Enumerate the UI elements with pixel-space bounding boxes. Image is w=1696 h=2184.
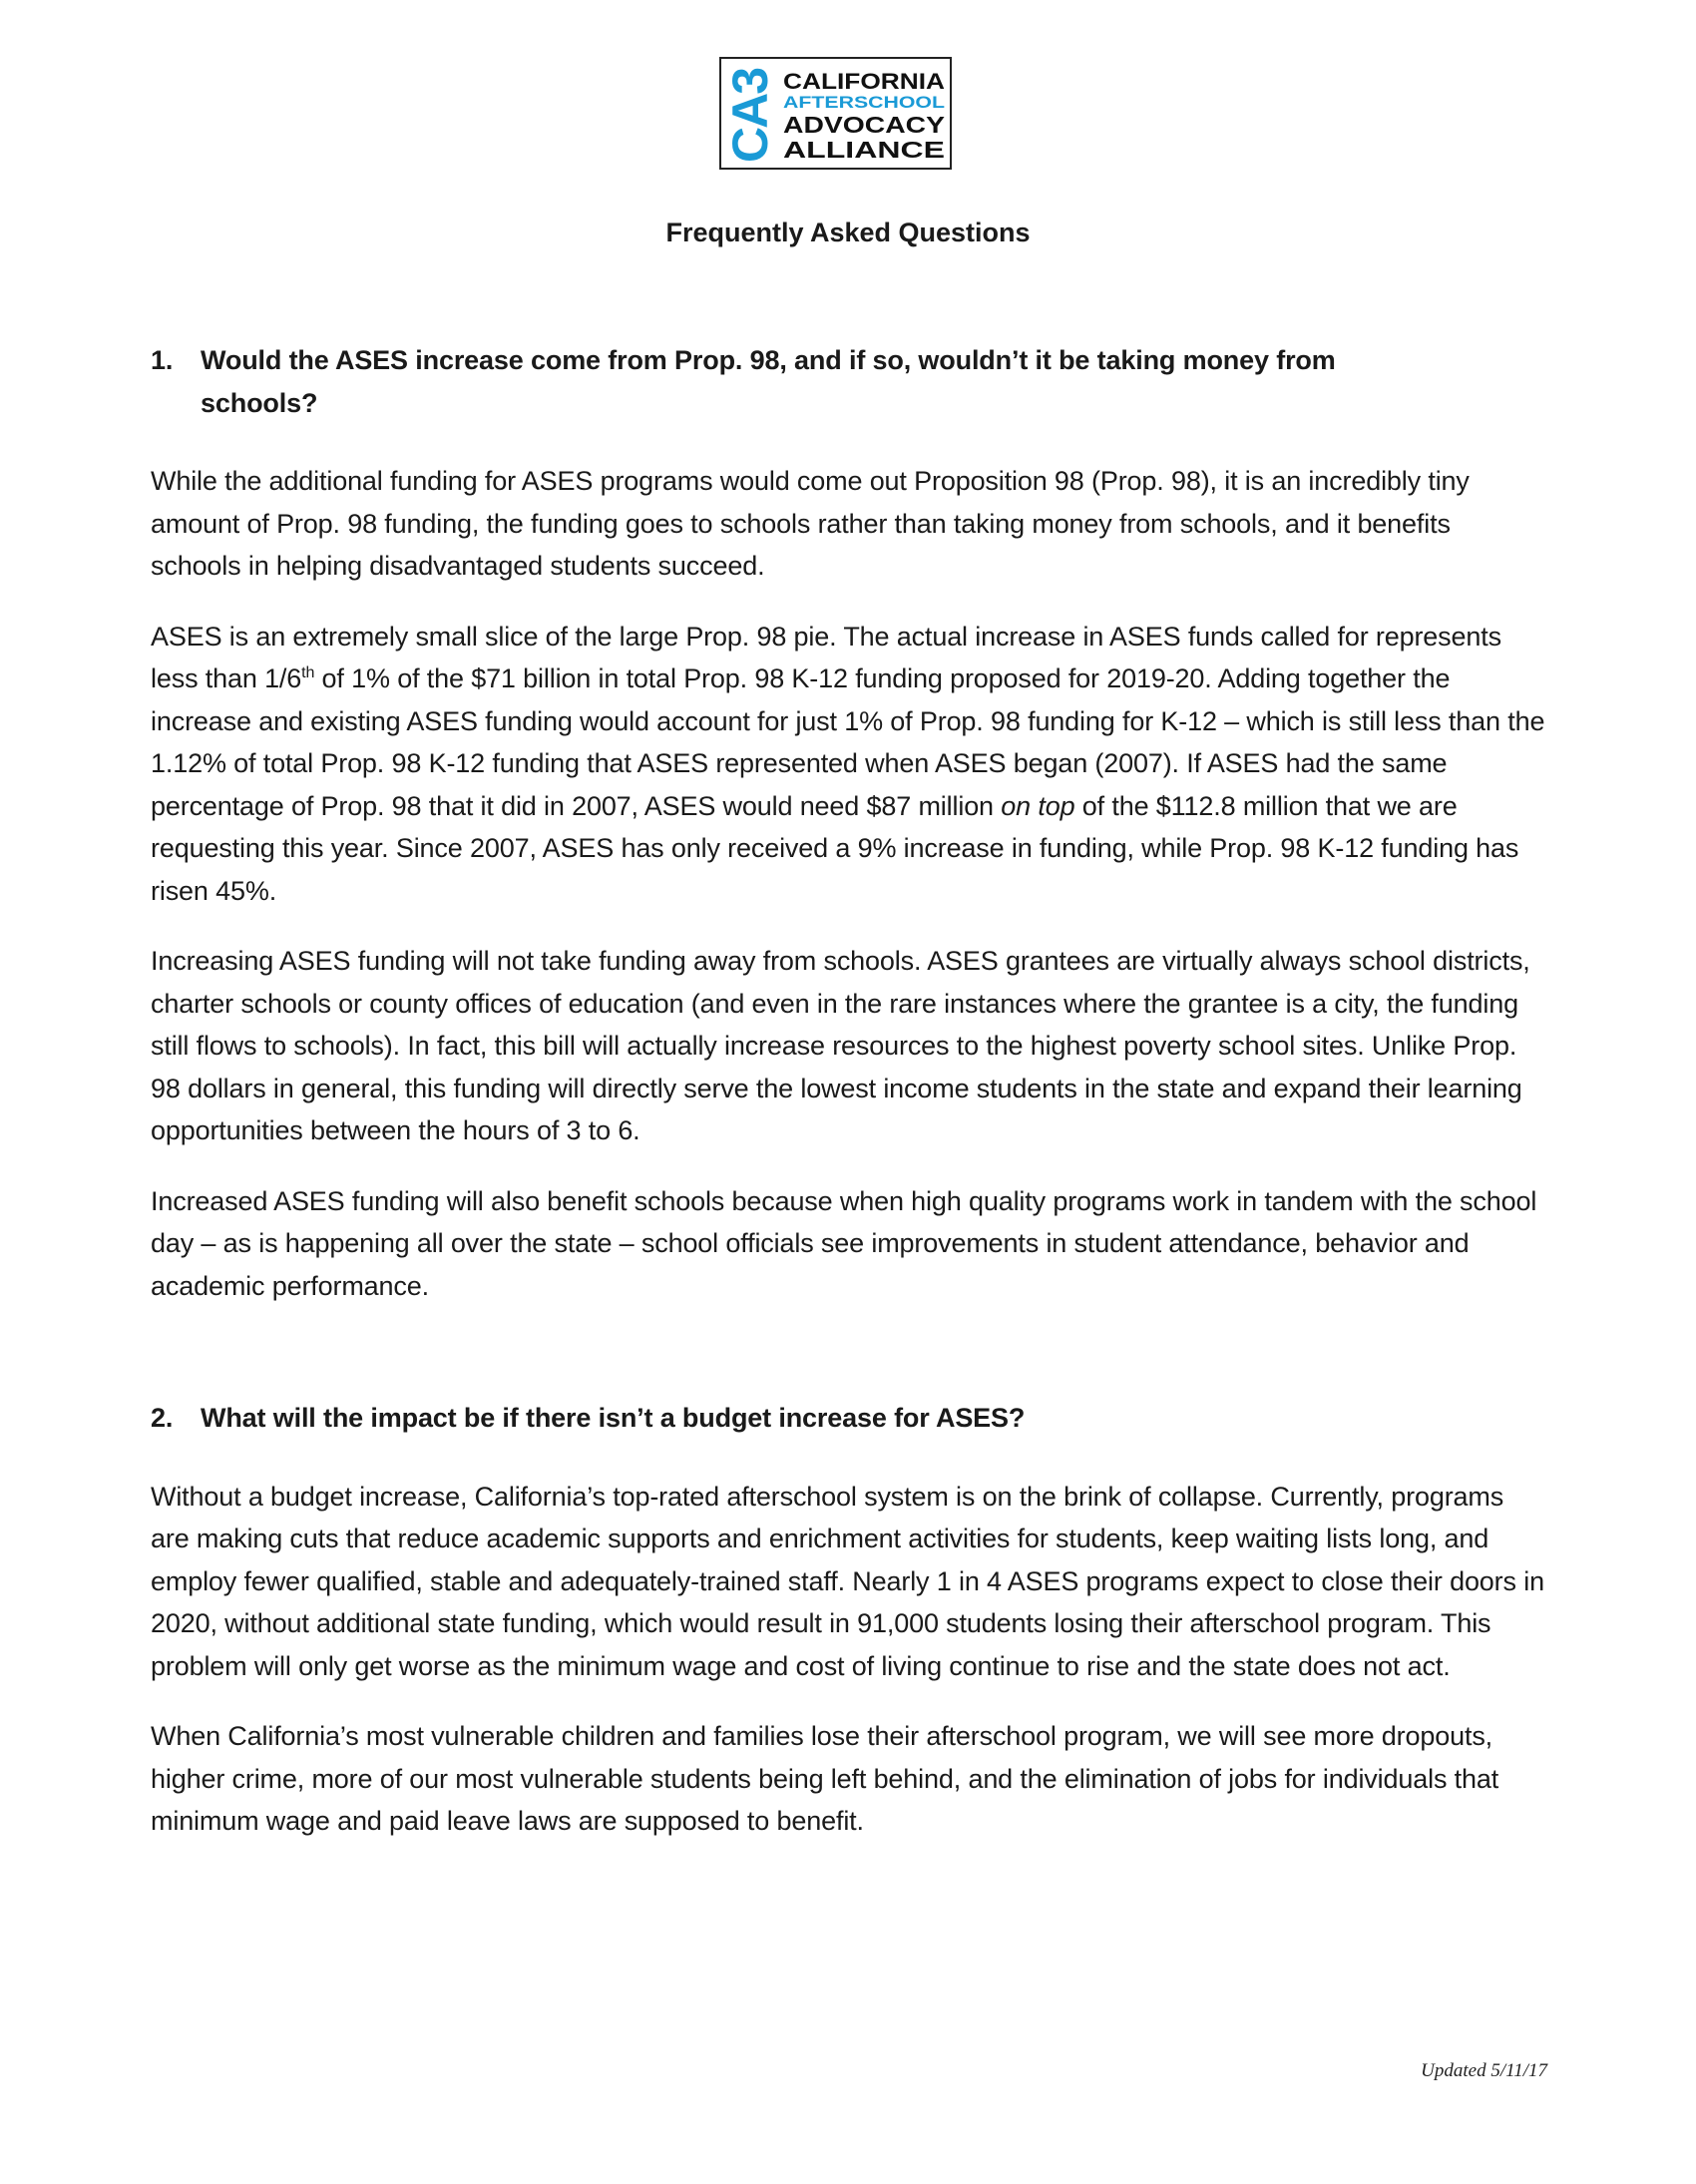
answer-2-paragraph-2: When California’s most vulnerable children and families lose their afterschool program, we will see more dropouts, higher crime, more of our most vulnerable students being left behind, and the elimination of jobs for individuals that minimum wage and paid leave laws are supposed to benefit. [151, 1721, 1499, 1836]
superscript-th: th [301, 664, 315, 681]
answer-1-paragraph-3: Increasing ASES funding will not take funding away from schools. ASES grantees are virtually always school districts, charter schools or county offices of education (and even in the rare instances where the grantee is a city, the funding still flows to schools). In fact, this bill will actually increase resources to the highest poverty school sites. Unlike Prop. 98 dollars in general, this funding will directly serve the lowest income students in the state and expand their learning opportunities between the hours of 3 to 6. [151, 946, 1530, 1145]
logo [719, 57, 952, 170]
faq-content [151, 339, 1547, 1843]
question-1 [151, 339, 1547, 424]
question-2 [151, 1397, 1547, 1440]
updated-date: Updated 5/11/17 [1421, 2060, 1547, 2081]
question-2-line-1: What will the impact be if there isn’t a budget increase for ASES? [201, 1403, 1026, 1433]
logo-line-1: CALIFORNIA [783, 69, 946, 94]
logo-line-2: AFTERSCHOOL [783, 93, 945, 112]
question-2-number: 2. [151, 1403, 174, 1433]
answer-1-paragraph-2-a: ASES is an extremely small slice of the large Prop. 98 pie. The actual increase in ASES funds called for represents less than 1/6 [151, 621, 1501, 693]
answer-1-paragraph-4: Increased ASES funding will also benefit schools because when high quality programs work in tandem with the school day – as is happening all over the state – school officials see improvements in student attendance, behavior and academic performance. [151, 1185, 1537, 1301]
page-title: Frequently Asked Questions [665, 218, 1031, 247]
answer-2-paragraph-1: Without a budget increase, California’s top-rated afterschool system is on the brink of collapse. Currently, programs are making cuts that reduce academic supports and enrichment activities for students, keep waiting lists long, and employ fewer qualified, stable and adequately-trained staff. Nearly 1 in 4 ASES programs expect to close their doors in 2020, without additional state funding, which would result in 91,000 students losing their afterschool program. This problem will only get worse as the minimum wage and cost of living continue to rise and the state does not act. [151, 1481, 1544, 1681]
logo-graphic [721, 59, 950, 168]
answer-1-paragraph-1: While the additional funding for ASES programs would come out Proposition 98 (Prop. 98), it is an incredibly tiny amount of Prop. 98 funding, the funding goes to schools rather than taking money from schools, and it benefits schools in helping disadvantaged students succeed. [151, 466, 1470, 581]
answer-1-paragraph-2-b: of 1% of the $71 billion in total Prop. 98 K-12 funding proposed for 2019-20. Adding together the increase and existing ASES funding would account for just 1% of Prop. 98 funding for K-12 – which is still less than the 1.12% of total Prop. 98 K-12 funding that ASES represented when ASES began (2007). If ASES had the same percentage of Prop. 98 that it did in 2007, ASES would need $87 million [151, 663, 1545, 821]
question-1-line-2: schools? [201, 387, 318, 418]
logo-mark: CA3 [722, 68, 778, 163]
answer-1-paragraph-2-c: of the $112.8 million that we are requesting this year. Since 2007, ASES has only received a 9% increase in funding, while Prop. 98 K-12 funding has risen 45%. [151, 790, 1519, 906]
answer-1-emphasis: on top [1001, 790, 1075, 821]
answer-1-paragraph-2 [151, 616, 1547, 913]
logo-line-4: ALLIANCE [783, 137, 945, 163]
question-1-number: 1. [151, 345, 174, 375]
logo-line-3: ADVOCACY [783, 112, 945, 138]
question-1-line-1: Would the ASES increase come from Prop. 98, and if so, wouldn’t it be taking money from [201, 345, 1336, 375]
